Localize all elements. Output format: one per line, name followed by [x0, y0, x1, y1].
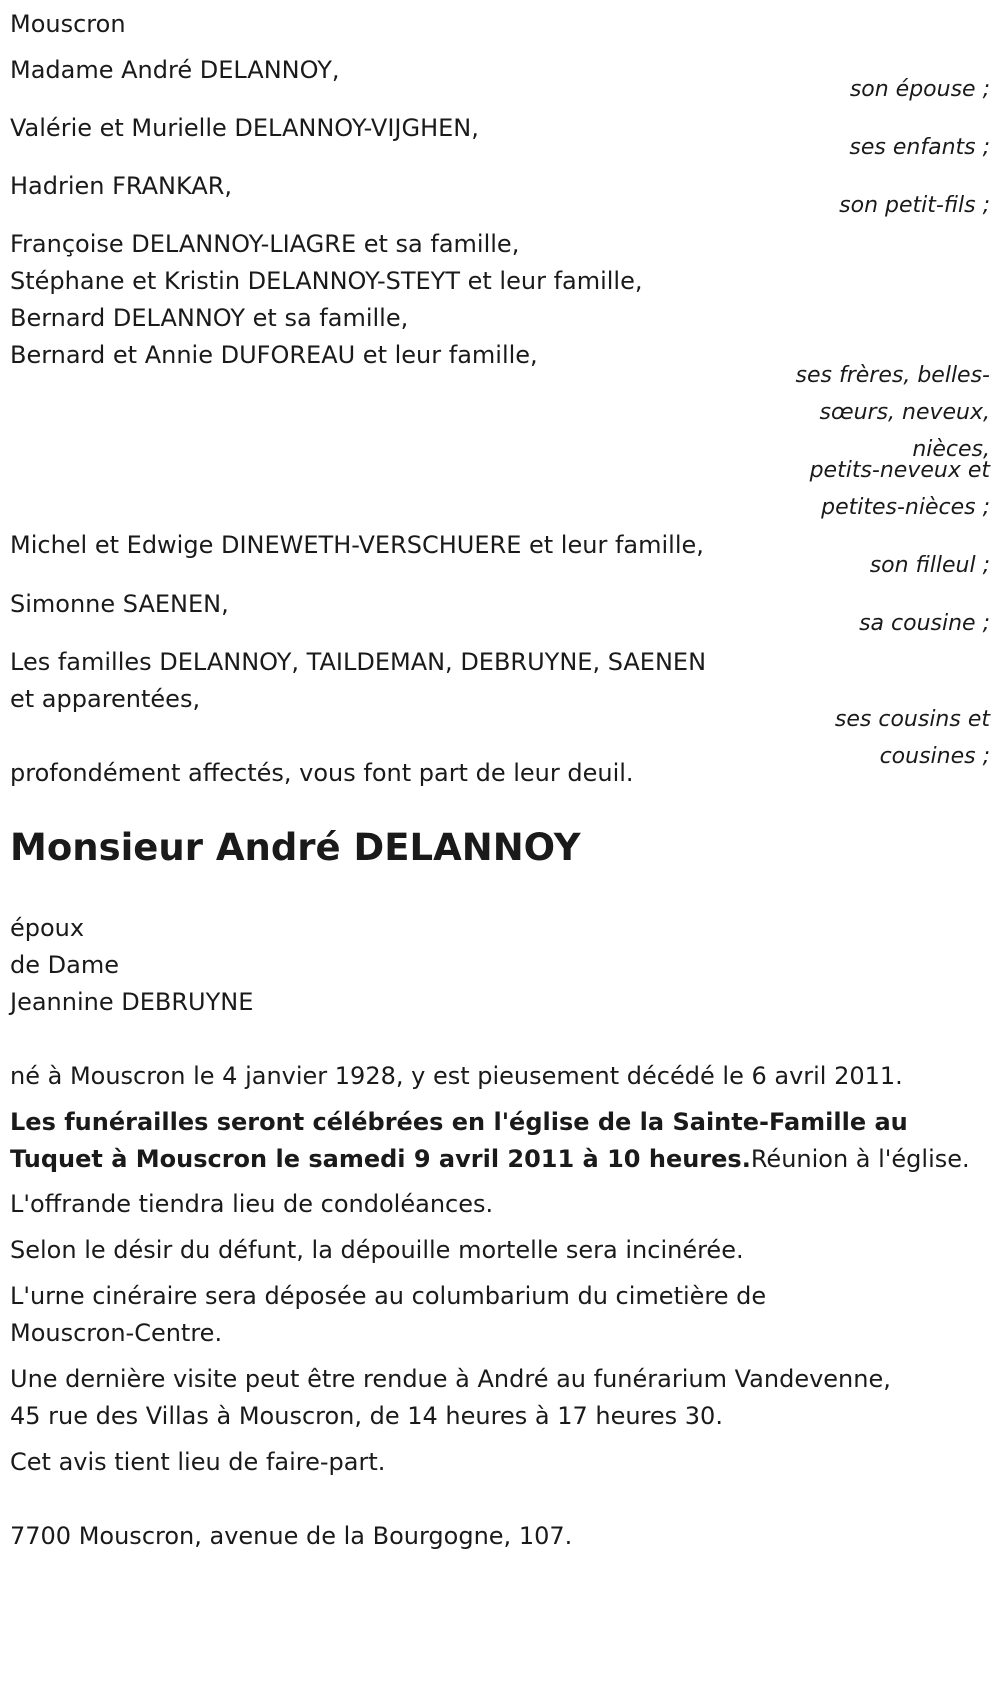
- families-line: et apparentées,: [10, 685, 201, 713]
- funeral-line-2: [10, 1139, 970, 1179]
- sibling-line: Bernard et Annie DUFOREAU et leur famille,: [10, 341, 538, 369]
- families-relation-line: ses cousins et: [834, 707, 990, 732]
- cremation-line: Selon le désir du défunt, la dépouille mortelle sera incinérée.: [10, 1236, 744, 1264]
- godson-relation: son filleul ;: [869, 553, 990, 578]
- cousin-relation: sa cousine ;: [859, 611, 990, 636]
- funeral-bold-line: Tuquet à Mouscron le samedi 9 avril 2011 à 10 heures.: [10, 1145, 751, 1173]
- offering-line: L'offrande tiendra lieu de condoléances.: [10, 1190, 494, 1218]
- visit-line: Une dernière visite peut être rendue à André au funérarium Vandevenne,: [10, 1365, 891, 1393]
- address-line: 7700 Mouscron, avenue de la Bourgogne, 107.: [10, 1522, 573, 1550]
- spouse-of-line: de Dame: [10, 951, 119, 979]
- spouse-of-line: Jeannine DEBRUYNE: [10, 988, 254, 1016]
- sibling-line: Françoise DELANNOY-LIAGRE et sa famille,: [10, 230, 520, 258]
- affected-statement: profondément affectés, vous font part de leur deuil.: [10, 759, 634, 787]
- godson-name: Michel et Edwige DINEWETH-VERSCHUERE et leur famille,: [10, 531, 704, 559]
- urn-line: Mouscron-Centre.: [10, 1319, 223, 1347]
- spouse-name: Madame André DELANNOY,: [10, 56, 340, 84]
- spouse-relation: son épouse ;: [849, 77, 990, 102]
- birth-death-line: né à Mouscron le 4 janvier 1928, y est pieusement décédé le 6 avril 2011.: [10, 1062, 903, 1090]
- urn-line: L'urne cinéraire sera déposée au columbarium du cimetière de: [10, 1282, 767, 1310]
- siblings-relation-line: petits-neveux et: [809, 458, 990, 483]
- grandson-relation: son petit-fils ;: [839, 193, 990, 218]
- header-city: Mouscron: [10, 10, 126, 38]
- deceased-name: Monsieur André DELANNOY: [10, 826, 581, 869]
- meeting-note: Réunion à l'église.: [750, 1145, 970, 1173]
- sibling-line: Stéphane et Kristin DELANNOY-STEYT et leur famille,: [10, 267, 643, 295]
- families-relation-line: cousines ;: [879, 744, 990, 769]
- sibling-line: Bernard DELANNOY et sa famille,: [10, 304, 409, 332]
- children-names: Valérie et Murielle DELANNOY-VIJGHEN,: [10, 114, 479, 142]
- spouse-of-line: époux: [10, 914, 85, 942]
- notice-line: Cet avis tient lieu de faire-part.: [10, 1448, 386, 1476]
- visit-line: 45 rue des Villas à Mouscron, de 14 heures à 17 heures 30.: [10, 1402, 723, 1430]
- cousin-name: Simonne SAENEN,: [10, 590, 229, 618]
- families-line: Les familles DELANNOY, TAILDEMAN, DEBRUYNE, SAENEN: [10, 648, 707, 676]
- siblings-relation-line: petites-nièces ;: [821, 495, 990, 520]
- children-relation: ses enfants ;: [849, 135, 990, 160]
- siblings-relation-line: sœurs, neveux,: [819, 400, 990, 425]
- siblings-relation-line: ses frères, belles-: [795, 363, 990, 388]
- siblings-relation-line: nièces,: [912, 437, 990, 462]
- grandson-name: Hadrien FRANKAR,: [10, 172, 233, 200]
- funeral-bold-line: Les funérailles seront célébrées en l'église de la Sainte-Famille au: [10, 1108, 908, 1136]
